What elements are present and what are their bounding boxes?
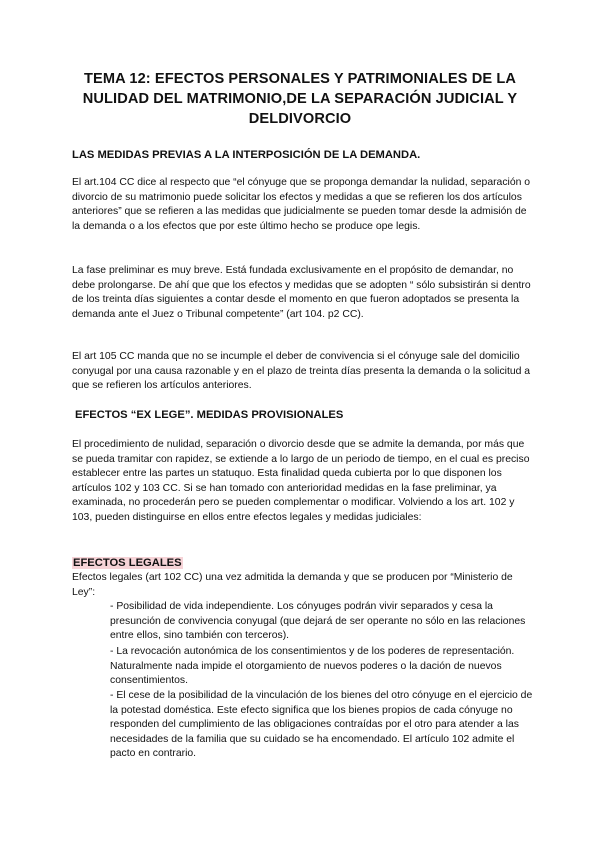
heading-efectos-ex-lege: EFECTOS “EX LEGE”. MEDIDAS PROVISIONALES — [75, 409, 344, 421]
heading-efectos-legales — [72, 556, 183, 571]
list-item-vida-independiente: - Posibilidad de vida independiente. Los cónyuges podrán vivir separados y cesa la presunción de convivencia conyugal (que dejará de ser operante no sólo en las relaciones entre ellos, sino también con terceros). — [110, 601, 526, 642]
paragraph-efectos-legales-intro: Efectos legales (art 102 CC) una vez admitida la demanda y que se producen por “Ministerio de Ley”: — [72, 572, 513, 598]
list-item-revocacion: - La revocación autonómica de los consentimientos y de los poderes de representación. Naturalmente nada impide el otorgamiento de nuevos poderes o la dación de nuevos consentimientos. — [110, 646, 515, 687]
paragraph-procedimiento: El procedimiento de nulidad, separación o divorcio desde que se admite la demanda, por más que se pueda tramitar con rapidez, se extiende a lo largo de un periodo de tiempo, en el cual es preciso establecer entre las partes un statuquo. Esta finalidad queda cubierta por lo que disponen los artículos 102 y 103 CC. Si se han tomado con anterioridad medidas en la fase preliminar, ya examinada, no procederán pero se pueden complementar o modificar. Volviendo a los art. 102 y 103, pueden distinguirse en ellos entre efectos legales y medidas judiciales: — [72, 439, 530, 523]
list-item-cese-vinculacion: - El cese de la posibilidad de la vinculación de los bienes del otro cónyuge en el ejercicio de la potestad doméstica. Este efecto significa que los bienes propios de cada cónyuge no responden del cumplimiento de las obligaciones contraídas por el otro para atender a las necesidades de la familia que su cuidado se ha encomendado. El artículo 102 admite el pacto en contrario. — [110, 690, 533, 760]
paragraph-art-105: El art 105 CC manda que no se incumple el deber de convivencia si el cónyuge sale del domicilio conyugal por una causa razonable y en el plazo de treinta días presenta la demanda o la solicitud a que se refieren los artículos anteriores. — [72, 351, 531, 392]
highlighted-heading-text: EFECTOS LEGALES — [73, 557, 182, 569]
heading-medidas-previas: LAS MEDIDAS PREVIAS A LA INTERPOSICIÓN DE LA DEMANDA. — [72, 149, 421, 161]
paragraph-art-104: El art.104 CC dice al respecto que “el cónyuge que se proponga demandar la nulidad, separación o divorcio de su matrimonio puede solicitar los efectos y medidas a que se refieren los dos artículos anteriores” que se refieren a las medidas que judicialmente se pueden tomar desde la admisión de la demanda o a los efectos que por este último hecho se produce ope legis. — [72, 177, 531, 232]
paragraph-fase-preliminar: La fase preliminar es muy breve. Está fundada exclusivamente en el propósito de demandar, no debe prolongarse. De ahí que que los efectos y medidas que se adopten “ sólo subsistirán si dentro de los treinta días siguientes a contar desde el momento en que fueron adoptados se presenta la demanda ante el Juez o Tribunal competente” (art 104. p2 CC). — [72, 265, 531, 320]
document-title: TEMA 12: EFECTOS PERSONALES Y PATRIMONIALES DE LA NULIDAD DEL MATRIMONIO,DE LA SEPARACIÓN JUDICIAL Y DELDIVORCIO — [82, 71, 518, 127]
